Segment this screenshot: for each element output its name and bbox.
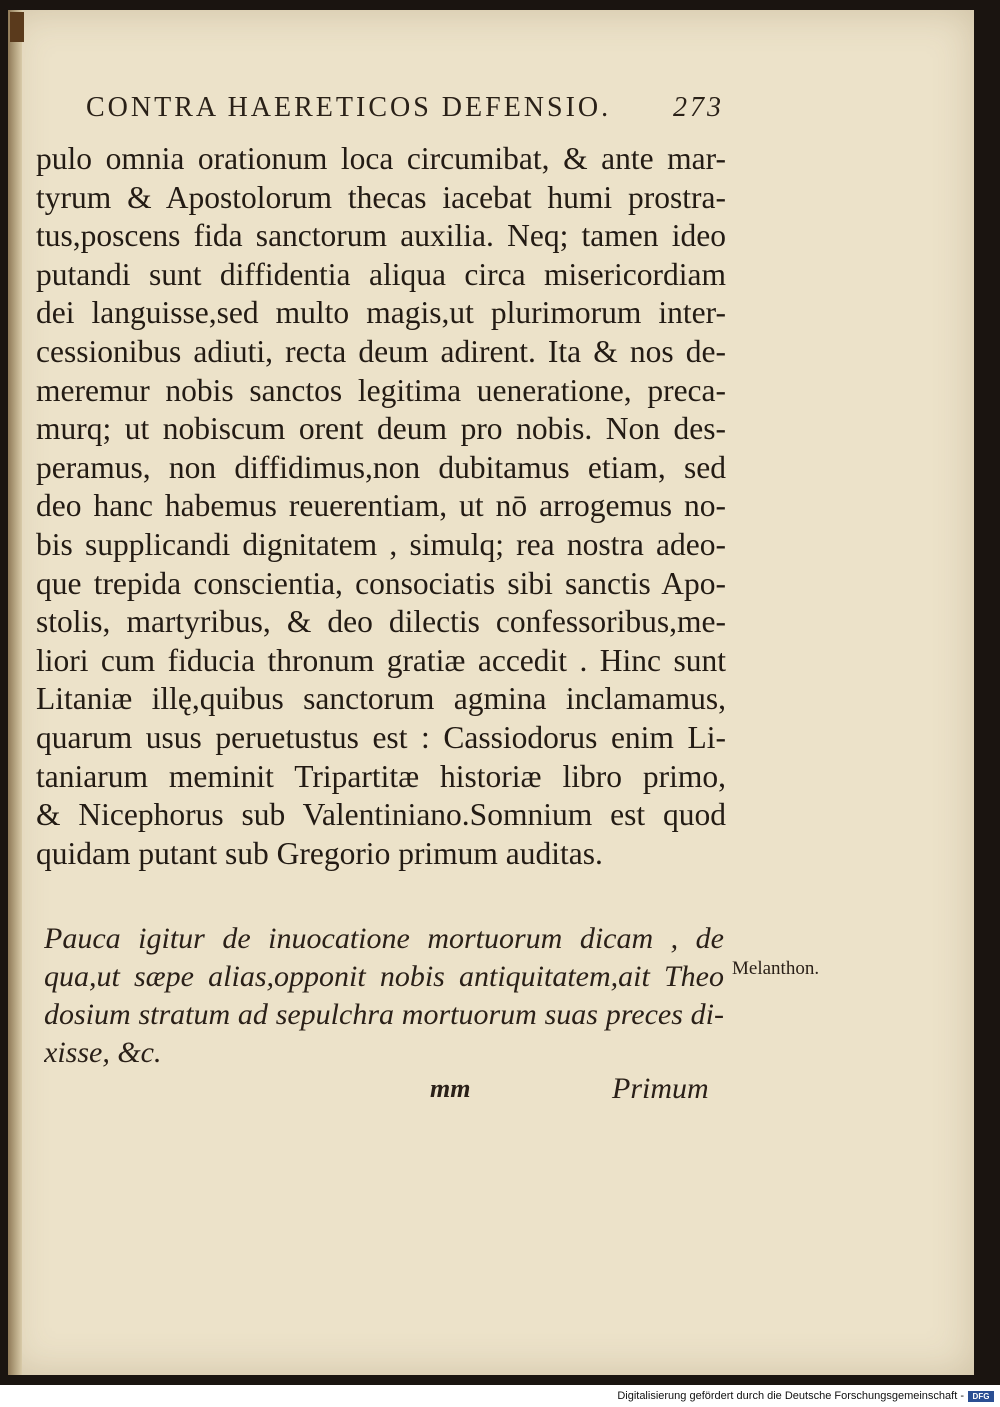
text-line: & Nicephorus sub Valentiniano.Somnium est quod (36, 797, 726, 833)
text-line: deo hanc habemus reuerentiam, ut nō arrogemus no- (36, 488, 726, 524)
text-line-last: quidam putant sub Gregorio primum auditas. (36, 835, 603, 871)
running-head-title: CONTRA HAERETICOS DEFENSIO. (86, 92, 612, 123)
quote-line: dosium stratum ad sepulchra mortuorum suas preces di- (44, 998, 724, 1031)
text-line: pulo omnia orationum loca circumibat, & ante mar- (36, 141, 726, 176)
digitization-credit: Digitalisierung gefördert durch die Deutsche Forschungsgemeinschaft - (617, 1390, 964, 1402)
text-line: liori cum fiducia thronum gratiæ accedit . Hinc sunt (36, 642, 726, 678)
text-line: dei languisse,sed multo magis,ut plurimorum inter- (36, 295, 726, 331)
quote-line-last: xisse, &c. (44, 1036, 162, 1069)
text-line: murq; ut nobiscum orent deum pro nobis. Non des- (36, 411, 726, 447)
text-line: cessionibus adiuti, recta deum adirent. Ita & nos de- (36, 333, 726, 369)
text-line: Litaniæ illę,quibus sanctorum agmina inclamamus, (36, 681, 726, 717)
text-line: tus,poscens fida sanctorum auxilia. Neq; tamen ideo (36, 218, 726, 254)
quote-line: Pauca igitur de inuocatione mortuorum dicam , de (44, 922, 724, 955)
running-head (86, 92, 726, 132)
text-line: tyrum & Apostolorum thecas iacebat humi prostra- (36, 179, 726, 215)
binding-corner-mark (10, 12, 24, 42)
page-gutter-shadow (8, 10, 22, 1375)
text-line: quarum usus peruetustus est : Cassiodorus enim Li- (36, 719, 726, 755)
main-text-block (36, 140, 726, 873)
text-line: putandi sunt diffidentia aliqua circa misericordiam (36, 256, 726, 292)
text-line: meremur nobis sanctos legitima ueneratione, preca- (36, 372, 726, 408)
signature-mark: mm (430, 1074, 471, 1103)
marginal-note: Melanthon. (732, 958, 820, 979)
quote-line: qua,ut sæpe alias,opponit nobis antiquitatem,ait Theo (44, 960, 724, 993)
text-line: que trepida conscientia, consociatis sibi sanctis Apo- (36, 565, 726, 601)
dfg-logo: DFG (968, 1391, 994, 1402)
text-line: peramus, non diffidimus,non dubitamus etiam, sed (36, 449, 726, 485)
text-line: taniarum meminit Tripartitæ historiæ libro primo, (36, 758, 726, 794)
text-line: stolis, martyribus, & deo dilectis confessoribus,me- (36, 604, 726, 640)
catchword: Primum (612, 1072, 709, 1105)
text-line: bis supplicandi dignitatem , simulq; rea nostra adeo- (36, 526, 726, 562)
quoted-passage (44, 920, 724, 1072)
page-number: 273 (673, 92, 724, 123)
